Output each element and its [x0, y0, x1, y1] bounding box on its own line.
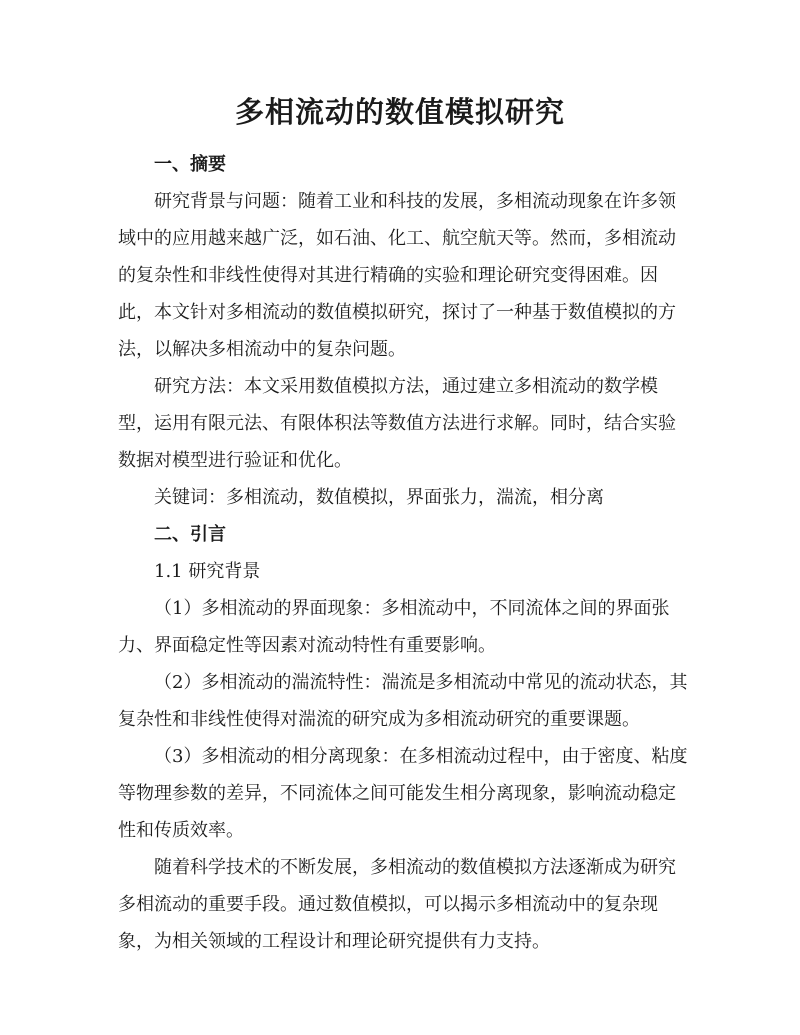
list-item-phase-separation: （3）多相流动的相分离现象：在多相流动过程中，由于密度、粘度等物理参数的差异，不同流体之间可能发生相分离现象，影响流动稳定性和传质效率。 — [118, 746, 688, 841]
subsection-heading-1-1: 1.1 研究背景 — [154, 561, 261, 582]
keywords-line: 关键词：多相流动，数值模拟，界面张力，湍流，相分离 — [154, 487, 604, 508]
closing-paragraph: 随着科学技术的不断发展，多相流动的数值模拟方法逐渐成为研究多相流动的重要手段。通过数值模拟，可以揭示多相流动中的复杂现象，为相关领域的工程设计和理论研究提供有力支持。 — [118, 857, 676, 952]
section-heading-introduction: 二、引言 — [154, 524, 226, 545]
abstract-paragraph-background: 研究背景与问题：随着工业和科技的发展，多相流动现象在许多领域中的应用越来越广泛，如石油、化工、航空航天等。然而，多相流动的复杂性和非线性使得对其进行精确的实验和理论研究变得困难。因此，本文针对多相流动的数值模拟研究，探讨了一种基于数值模拟的方法，以解决多相流动中的复杂问题。 — [118, 191, 676, 360]
list-item-turbulence: （2）多相流动的湍流特性：湍流是多相流动中常见的流动状态，其复杂性和非线性使得对湍流的研究成为多相流动研究的重要课题。 — [118, 672, 688, 730]
document-title: 多相流动的数值模拟研究 — [234, 95, 565, 129]
abstract-paragraph-method: 研究方法：本文采用数值模拟方法，通过建立多相流动的数学模型，运用有限元法、有限体积法等数值方法进行求解。同时，结合实验数据对模型进行验证和优化。 — [118, 376, 676, 471]
section-heading-abstract: 一、摘要 — [154, 154, 226, 175]
document-body — [118, 146, 688, 960]
list-item-interface: （1）多相流动的界面现象：多相流动中，不同流体之间的界面张力、界面稳定性等因素对流动特性有重要影响。 — [118, 598, 670, 656]
